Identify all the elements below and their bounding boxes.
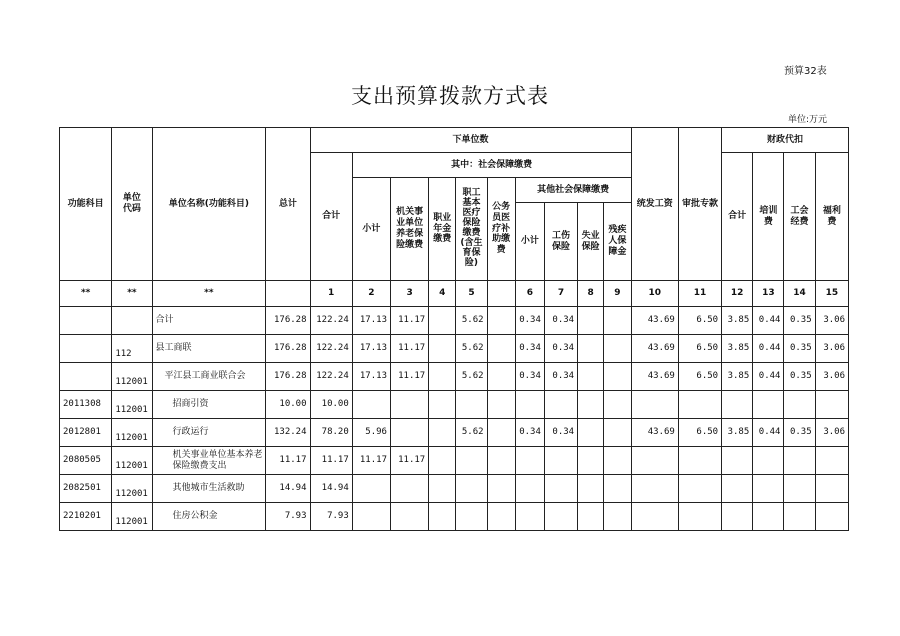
unit-name-cell: 平江县工商业联合会 (152, 363, 266, 391)
value-cell (578, 503, 604, 531)
value-cell (784, 447, 815, 475)
table-row (60, 503, 849, 531)
index-cell: 1 (310, 281, 352, 307)
value-cell: 3.06 (815, 363, 848, 391)
value-cell (429, 363, 456, 391)
value-cell: 11.17 (390, 335, 428, 363)
value-cell (515, 447, 544, 475)
index-cell: 11 (678, 281, 721, 307)
func-subject-cell (60, 307, 112, 335)
index-cell: 2 (352, 281, 390, 307)
value-cell (631, 391, 678, 419)
col-special: 审批专款 (678, 128, 721, 281)
value-cell: 132.24 (266, 419, 310, 447)
value-cell: 43.69 (631, 335, 678, 363)
value-cell: 3.85 (722, 307, 753, 335)
value-cell: 0.44 (753, 307, 784, 335)
value-cell (352, 503, 390, 531)
value-cell (515, 475, 544, 503)
col-other-social: 其他社会保障缴费 (515, 178, 631, 203)
value-cell: 11.17 (266, 447, 310, 475)
value-cell: 5.62 (456, 419, 487, 447)
table-row (60, 475, 849, 503)
value-cell (722, 391, 753, 419)
value-cell (390, 503, 428, 531)
col-unit-name: 单位名称(功能科目) (152, 128, 266, 281)
col-medical: 职工 基本 医疗 保险 缴费 (含生 育保 险) (456, 178, 487, 281)
value-cell (456, 475, 487, 503)
value-cell (784, 503, 815, 531)
value-cell (578, 447, 604, 475)
unit-code-cell: 112001 (112, 391, 152, 419)
value-cell: 122.24 (310, 335, 352, 363)
value-cell: 43.69 (631, 307, 678, 335)
value-cell (604, 335, 631, 363)
value-cell: 0.35 (784, 335, 815, 363)
value-cell: 5.62 (456, 363, 487, 391)
value-cell: 0.44 (753, 335, 784, 363)
value-cell (544, 391, 577, 419)
value-cell: 43.69 (631, 363, 678, 391)
value-cell: 122.24 (310, 363, 352, 391)
table-row (60, 307, 849, 335)
unit-name-cell: 机关事业单位基本养老保险缴费支出 (152, 447, 266, 475)
value-cell: 0.34 (515, 419, 544, 447)
value-cell (544, 447, 577, 475)
value-cell: 0.44 (753, 363, 784, 391)
table-row (60, 391, 849, 419)
index-cell: 10 (631, 281, 678, 307)
unit-name-cell: 其他城市生活救助 (152, 475, 266, 503)
value-cell (604, 363, 631, 391)
value-cell (390, 475, 428, 503)
value-cell: 7.93 (266, 503, 310, 531)
col-injury: 工伤 保险 (544, 203, 577, 281)
col-finance-deduct: 财政代扣 (722, 128, 849, 153)
col-subtotal: 小计 (352, 178, 390, 281)
value-cell: 0.44 (753, 419, 784, 447)
index-cell: 12 (722, 281, 753, 307)
value-cell (487, 307, 515, 335)
value-cell (429, 335, 456, 363)
value-cell (722, 475, 753, 503)
index-cell: 3 (390, 281, 428, 307)
value-cell (578, 419, 604, 447)
value-cell (515, 391, 544, 419)
value-cell: 122.24 (310, 307, 352, 335)
value-cell: 6.50 (678, 307, 721, 335)
value-cell (429, 447, 456, 475)
index-cell: 9 (604, 281, 631, 307)
value-cell (784, 475, 815, 503)
value-cell: 5.96 (352, 419, 390, 447)
index-cell: ** (112, 281, 152, 307)
value-cell (631, 475, 678, 503)
value-cell: 0.34 (515, 363, 544, 391)
value-cell: 6.50 (678, 363, 721, 391)
value-cell: 3.85 (722, 335, 753, 363)
unit-name-cell: 住房公积金 (152, 503, 266, 531)
unit-code-cell: 112 (112, 335, 152, 363)
value-cell: 5.62 (456, 307, 487, 335)
value-cell: 0.34 (515, 335, 544, 363)
index-cell (487, 281, 515, 307)
col-welfare: 福利 费 (815, 153, 848, 281)
value-cell: 43.69 (631, 419, 678, 447)
value-cell (487, 475, 515, 503)
value-cell: 6.50 (678, 419, 721, 447)
value-cell (604, 307, 631, 335)
col-func-subject: 功能科目 (60, 128, 112, 281)
col-lower-units: 下单位数 (310, 128, 631, 153)
value-cell: 0.34 (544, 363, 577, 391)
index-row (60, 281, 849, 307)
value-cell (678, 503, 721, 531)
unit-code-cell: 112001 (112, 363, 152, 391)
value-cell (815, 447, 848, 475)
value-cell: 11.17 (390, 363, 428, 391)
value-cell: 0.35 (784, 363, 815, 391)
value-cell (722, 503, 753, 531)
col-disability: 残疾 人保 障金 (604, 203, 631, 281)
value-cell (722, 447, 753, 475)
value-cell: 0.34 (515, 307, 544, 335)
index-cell: 13 (753, 281, 784, 307)
value-cell (815, 475, 848, 503)
unit-name-cell: 招商引资 (152, 391, 266, 419)
func-subject-cell: 2012801 (60, 419, 112, 447)
value-cell (631, 503, 678, 531)
index-cell: 7 (544, 281, 577, 307)
col-civil-medical: 公务 员医 疗补 助缴 费 (487, 178, 515, 281)
value-cell (456, 503, 487, 531)
value-cell (352, 391, 390, 419)
value-cell: 5.62 (456, 335, 487, 363)
func-subject-cell: 2210201 (60, 503, 112, 531)
value-cell (578, 307, 604, 335)
value-cell (429, 391, 456, 419)
index-cell (266, 281, 310, 307)
index-cell: 8 (578, 281, 604, 307)
col-training: 培训 费 (753, 153, 784, 281)
value-cell: 176.28 (266, 335, 310, 363)
func-subject-cell: 2082501 (60, 475, 112, 503)
value-cell (429, 307, 456, 335)
value-cell (515, 503, 544, 531)
value-cell (429, 419, 456, 447)
form-number: 预算32表 (784, 66, 827, 77)
value-cell: 11.17 (352, 447, 390, 475)
col-lower-total: 合计 (310, 153, 352, 281)
unit-code-cell (112, 307, 152, 335)
value-cell (352, 475, 390, 503)
value-cell (487, 363, 515, 391)
value-cell (753, 503, 784, 531)
index-cell: ** (60, 281, 112, 307)
value-cell (456, 391, 487, 419)
col-unit-code: 单位 代码 (112, 128, 152, 281)
value-cell: 3.06 (815, 419, 848, 447)
budget-table (59, 127, 849, 531)
value-cell: 3.85 (722, 363, 753, 391)
value-cell: 3.06 (815, 307, 848, 335)
col-social-security: 其中：社会保障缴费 (352, 153, 631, 178)
value-cell (631, 447, 678, 475)
value-cell: 10.00 (266, 391, 310, 419)
value-cell (604, 503, 631, 531)
func-subject-cell (60, 335, 112, 363)
value-cell: 78.20 (310, 419, 352, 447)
value-cell: 11.17 (310, 447, 352, 475)
value-cell (604, 475, 631, 503)
value-cell (604, 419, 631, 447)
value-cell: 17.13 (352, 307, 390, 335)
value-cell: 0.34 (544, 419, 577, 447)
value-cell (604, 391, 631, 419)
value-cell (784, 391, 815, 419)
value-cell: 3.06 (815, 335, 848, 363)
value-cell: 7.93 (310, 503, 352, 531)
value-cell (753, 475, 784, 503)
unit-name-cell: 县工商联 (152, 335, 266, 363)
value-cell (578, 475, 604, 503)
value-cell: 11.17 (390, 307, 428, 335)
value-cell: 14.94 (266, 475, 310, 503)
value-cell: 0.34 (544, 335, 577, 363)
value-cell: 10.00 (310, 391, 352, 419)
table-row (60, 335, 849, 363)
value-cell (578, 335, 604, 363)
value-cell: 11.17 (390, 447, 428, 475)
value-cell: 0.35 (784, 307, 815, 335)
unit-name-cell: 合计 (152, 307, 266, 335)
value-cell (487, 335, 515, 363)
value-cell (544, 475, 577, 503)
col-annuity: 职业 年金 缴费 (429, 178, 456, 281)
table-row (60, 419, 849, 447)
col-fd-total: 合计 (722, 153, 753, 281)
value-cell: 0.35 (784, 419, 815, 447)
value-cell: 17.13 (352, 335, 390, 363)
value-cell (753, 391, 784, 419)
value-cell: 17.13 (352, 363, 390, 391)
value-cell (544, 503, 577, 531)
value-cell (487, 419, 515, 447)
value-cell (815, 503, 848, 531)
unit-code-cell: 112001 (112, 447, 152, 475)
index-cell: 4 (429, 281, 456, 307)
value-cell: 0.34 (544, 307, 577, 335)
col-union: 工会 经费 (784, 153, 815, 281)
func-subject-cell: 2011308 (60, 391, 112, 419)
col-pension: 机关事 业单位 养老保 险缴费 (390, 178, 428, 281)
value-cell (604, 447, 631, 475)
value-cell: 14.94 (310, 475, 352, 503)
value-cell (578, 391, 604, 419)
value-cell: 176.28 (266, 307, 310, 335)
col-other-subtotal: 小计 (515, 203, 544, 281)
col-total: 总计 (266, 128, 310, 281)
unit-name-cell: 行政运行 (152, 419, 266, 447)
value-cell (678, 447, 721, 475)
value-cell (487, 391, 515, 419)
value-cell: 176.28 (266, 363, 310, 391)
table-row (60, 447, 849, 475)
value-cell (429, 503, 456, 531)
page-title: 支出预算拨款方式表 (351, 84, 549, 108)
unit-code-cell: 112001 (112, 419, 152, 447)
unit-code-cell: 112001 (112, 475, 152, 503)
unit-code-cell: 112001 (112, 503, 152, 531)
value-cell (678, 391, 721, 419)
value-cell (487, 447, 515, 475)
value-cell: 3.85 (722, 419, 753, 447)
index-cell: ** (152, 281, 266, 307)
value-cell (678, 475, 721, 503)
index-cell: 14 (784, 281, 815, 307)
value-cell (753, 447, 784, 475)
table-row (60, 363, 849, 391)
index-cell: 6 (515, 281, 544, 307)
value-cell (456, 447, 487, 475)
value-cell (578, 363, 604, 391)
index-cell: 15 (815, 281, 848, 307)
unit-label: 单位:万元 (788, 115, 828, 125)
func-subject-cell (60, 363, 112, 391)
col-unemployment: 失业 保险 (578, 203, 604, 281)
value-cell: 6.50 (678, 335, 721, 363)
value-cell (429, 475, 456, 503)
col-salary: 统发工资 (631, 128, 678, 281)
value-cell (390, 391, 428, 419)
value-cell (815, 391, 848, 419)
func-subject-cell: 2080505 (60, 447, 112, 475)
value-cell (487, 503, 515, 531)
value-cell (390, 419, 428, 447)
index-cell: 5 (456, 281, 487, 307)
